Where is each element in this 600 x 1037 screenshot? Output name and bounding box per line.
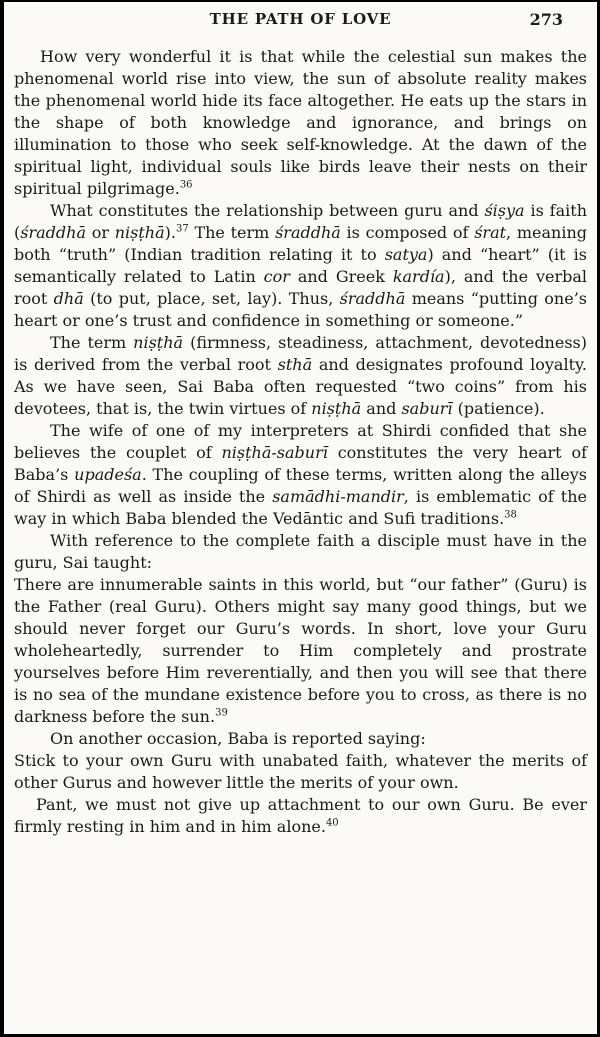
para-sraddha: What constitutes the relationship between guru and śiṣya is faith (śraddhā or niṣṭhā).$^{37}$ The term śraddhā is composed of śrat, meaning both “truth” (Indian tradition relating it to satya) and “heart” (it is semantically related to Latin cor and Greek kardía), and the verbal root dhā (to put, place, set, lay). Thus, śraddhā means “putting one’s heart or one’s trust and confidence in something or someone.” bbox=[14, 201, 588, 330]
para-nistha: The term niṣṭhā (firmness, steadiness, attachment, devotedness) is derived from the verbal root sthā and designates profound loyalty. As we have seen, Sai Baba often requested “two coins” from his devotees, that is, the twin virtues of niṣṭhā and saburī (patience). bbox=[14, 333, 588, 418]
para-with-reference: With reference to the complete faith a disciple must have in the guru, Sai taught: bbox=[14, 531, 587, 572]
para-shirdi-wife: The wife of one of my interpreters at Shirdi confided that she believes the couplet of niṣṭhā-saburī constitutes the very heart of Baba’s upadeśa. The coupling of these terms, written along the alleys of Shirdi as well as inside the samādhi-mandir, is emblematic of the way in which Baba blended the Vedāntic and Sufi traditions.$^{38}$ bbox=[14, 421, 588, 528]
footnote-ref: 40 bbox=[325, 817, 339, 829]
page-number: 273 bbox=[529, 10, 563, 29]
extract-pant: Pant, we must not give up attachment to our own Guru. Be ever firmly resting in him and in him alone.$^{40}$ bbox=[14, 795, 587, 836]
extract-stick-to-guru: Stick to your own Guru with unabated faith, whatever the merits of other Gurus and however little the merits of your own. bbox=[14, 751, 587, 792]
footnote-ref: 37 bbox=[175, 223, 189, 235]
extract-guru-faith: There are innumerable saints in this world, but “our father” (Guru) is the Father (real Guru). Others might say many good things, but we should never forget our Guru’s words. In short, love your Guru wholeheartedly, surrender to Him completely and prostrate yourselves before Him reverentially, and then you will see that there is no sea of the mundane existence before you to cross, as there is no darkness before the sun.$^{39}$ bbox=[14, 575, 587, 726]
running-title: THE PATH OF LOVE bbox=[209, 10, 392, 28]
page-header bbox=[14, 10, 587, 40]
page-body bbox=[14, 46, 587, 838]
opening-extract: How very wonderful it is that while the celestial sun makes the phenomenal world rise into view, the sun of absolute reality makes the phenomenal world hide its face altogether. He eats up the stars in the shape of both knowledge and ignorance, and brings on illumination to those who seek self-knowledge. At the dawn of the spiritual light, individual souls like birds leave their nests on their spiritual pilgrimage.$^{36}$ bbox=[14, 47, 587, 198]
footnote-ref: 39 bbox=[215, 707, 228, 719]
footnote-ref: 36 bbox=[179, 179, 193, 191]
footnote-ref: 38 bbox=[504, 509, 517, 521]
para-on-another-occasion: On another occasion, Baba is reported saying: bbox=[50, 729, 426, 748]
